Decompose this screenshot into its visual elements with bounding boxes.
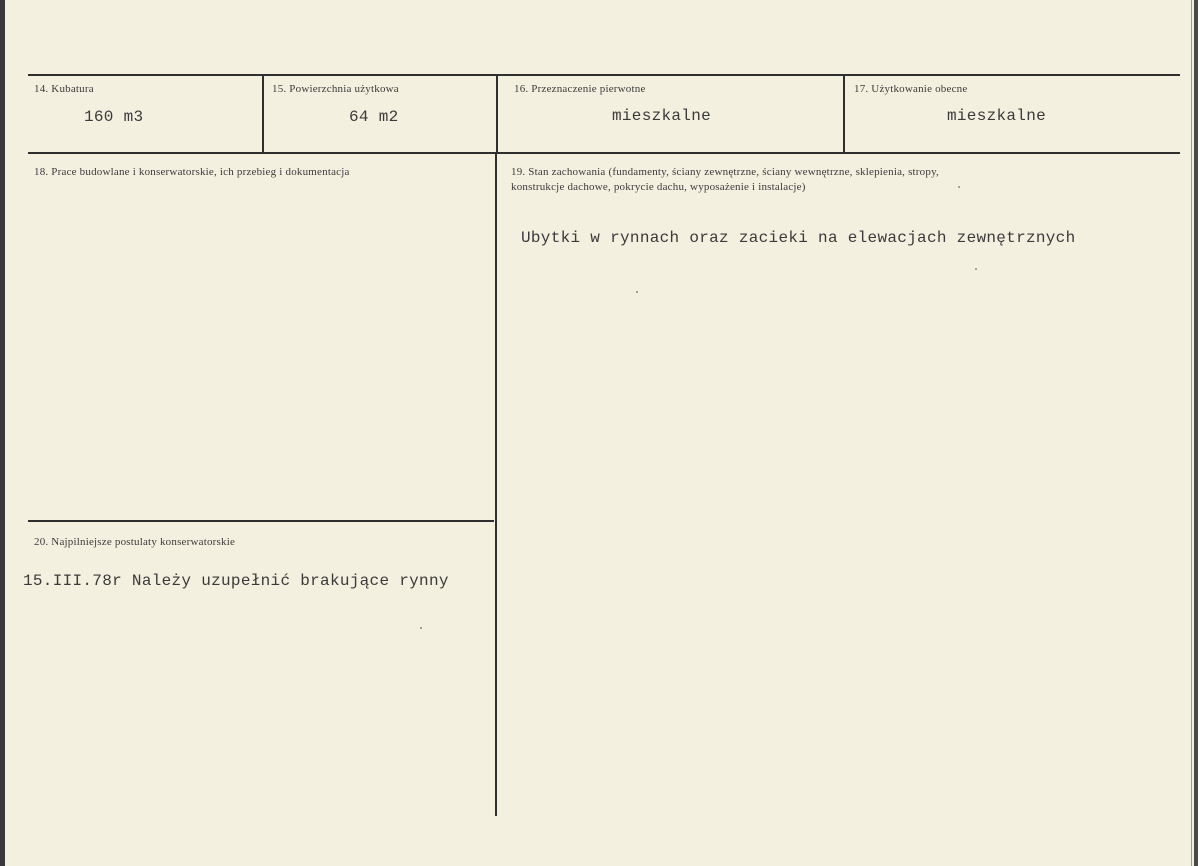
top-rule [28,74,1180,76]
card-edge-right [1194,0,1198,866]
field-19-label-line1: 19. Stan zachowania (fundamenty, ściany zewnętrzne, ściany wewnętrzne, sklepienia, stropy, [511,166,940,178]
paper-speck [958,186,960,188]
paper-speck [975,268,977,270]
field-18-label: 18. Prace budowlane i konserwatorskie, ich przebieg i dokumentacja [34,166,350,178]
field-17-value: mieszkalne [947,107,1047,125]
field-15-label: 15. Powierzchnia użytkowa [272,83,399,95]
field-20-label: 20. Najpilniejsze postulaty konserwatorskie [34,536,236,548]
field-14-label: 14. Kubatura [34,83,94,95]
divider-left-right [495,154,497,816]
divider-15-16 [496,76,498,152]
field-15-value: 64 m2 [349,108,399,126]
row1-bottom-rule [28,152,1180,154]
divider-14-15 [262,76,264,152]
field-19-label-line2: konstrukcje dachowe, pokrycie dachu, wyposażenie i instalacje) [511,181,806,193]
field-20-value: 15.III.78r Należy uzupełnić brakujące rynny [23,572,449,590]
field-19-value: Ubytki w rynnach oraz zacieki na elewacjach zewnętrznych [521,229,1076,247]
paper-speck [420,627,422,629]
divider-16-17 [843,76,845,152]
paper-speck [636,291,638,293]
field-14-value: 160 m3 [84,108,144,126]
field-16-value: mieszkalne [612,107,712,125]
field18-bottom-rule [28,520,494,522]
field-17-label: 17. Użytkowanie obecne [854,83,968,95]
card-edge-left [0,0,5,866]
field-16-label: 16. Przeznaczenie pierwotne [514,83,646,95]
card-edge-right-inner [1191,0,1192,866]
